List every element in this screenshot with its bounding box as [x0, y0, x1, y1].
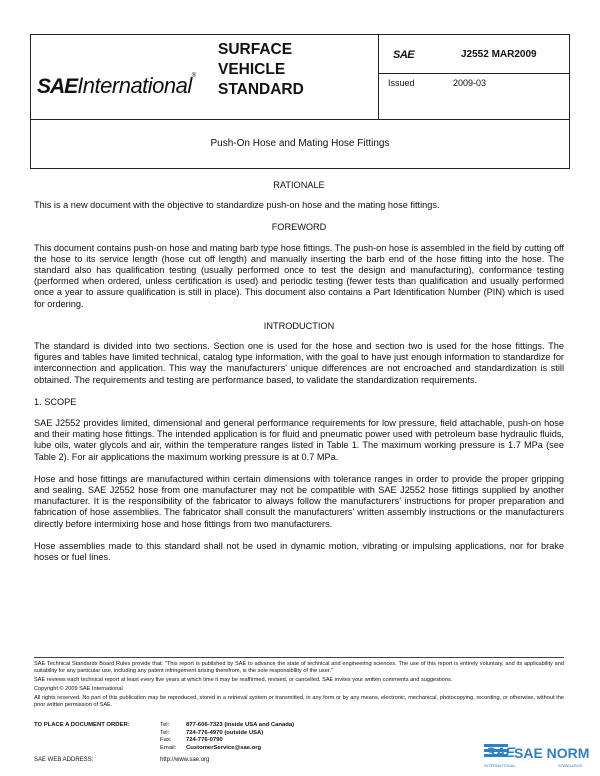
foreword-text: This document contains push-on hose and mating barb type hose fittings. The push-on hose is assembled in the field by cutting off the hose to its service length (hose cut off length) and manually inserting the barb end of the hose fitting into the hose. The standard also has qualification testing (usually performed once to test the design and manufacturing), conformance testing (performed when ordered, unless certification is used) and periodic testing (fewer tests than qualification and usually performed once a year to assure qualification is still in place). This document also contains a Part Identification Number (PIN) which is used for ordering. [34, 242, 564, 309]
sae-mini-logo: SAE [393, 49, 415, 61]
doc-type-line: STANDARD [218, 81, 304, 98]
contact-key: Fax: [160, 737, 172, 744]
issued-label: Issued [388, 78, 415, 88]
footer-rule [34, 657, 564, 658]
footer-notice [34, 661, 564, 712]
header-divider-horizontal [378, 73, 569, 74]
introduction-text: The standard is divided into two sections. Section one is used for the hose and section two is used for the hose fittings. The figures and tables have limited technical, catalog type information, with the goal to have just enough information to standardize for interconnection and application. This way the manufacturers' unique differences are not encroached and standardization is still obtained. The requirements and testing are performance based, to validate the standardization requirements. [34, 341, 564, 385]
foreword-heading: FOREWORD [271, 222, 327, 233]
document-header [30, 34, 570, 120]
contact-key: Email: [160, 744, 177, 751]
contact-key: Tel: [160, 722, 170, 728]
order-label: TO PLACE A DOCUMENT ORDER: [34, 722, 130, 728]
sae-norm-logo [482, 740, 594, 770]
footer-rules-text: SAE Technical Standards Board Rules provide that: "This report is published by SAE to advance the state of technical and engineering sciences. The use of this report is entirely voluntary, and its applicability and suitability for any particular use, including any patent infringement arising therefrom, is the sole responsibility of the user." [34, 661, 564, 675]
contact-fax: 724-776-0790 [186, 737, 223, 744]
scope-paragraph-2: Hose and hose fittings are manufactured within certain dimensions with tolerance ranges in order to provide the proper gripping and sealing. SAE J2552 hose from one manufacturer may not be compatible with SAE J2552 hose fittings supplied by another manufacturer. It is the responsibility of the fabricator to always follow the manufacturers' instructions for proper preparation and fabrication of hose assemblies. The fabricator shall consult the manufacturers' written assembly instructions or the manufacturers directly before intermixing hose and hose fittings from two manufacturers. [34, 473, 564, 529]
document-title-box [30, 119, 570, 169]
logo-trademark: ® [191, 73, 197, 79]
document-number: J2552 MAR2009 [461, 49, 537, 60]
rationale-heading: RATIONALE [273, 180, 325, 190]
scope-paragraph-1: SAE J2552 provides limited, dimensional and general performance requirements for low pressure, field attachable, push-on hose and their mating hose fittings. The intended application is for fluid and pneumatic power used with petroleum base hydraulic fluids, lube oils, water glycols and air, within the temperature ranges listed in Table 1. The maximum working pressure is 1.7 MPa (see Table 2). For air applications the maximum working pressure is at 0.7 MPa. [34, 418, 564, 462]
norm-logo-text: SAE NORM [514, 745, 590, 761]
header-divider-vertical [378, 35, 379, 119]
introduction-heading: INTRODUCTION [263, 320, 335, 331]
logo-brand: SAE [37, 75, 78, 98]
doc-type-line: SURFACE [218, 41, 293, 58]
contact-email[interactable]: CustomerService@sae.org [186, 744, 262, 751]
norm-sub-left: INTERNATIONAL [484, 763, 516, 768]
footer-rights-text: All rights reserved. No part of this publication may be reproduced, stored in a retrieval system or transmitted, in any form or by any means, electronic, mechanical, photocopying, recording, or otherwise, without the prior written permission of SAE. [34, 695, 564, 709]
document-title: Push-On Hose and Mating Hose Fittings [210, 138, 390, 149]
web-address-label: SAE WEB ADDRESS: [34, 757, 94, 763]
contact-phone-domestic[interactable]: 877-606-7323 (inside USA and Canada) [186, 722, 295, 728]
document-type [218, 40, 304, 100]
contact-key: Tel: [160, 729, 170, 736]
footer-copyright: Copyright © 2009 SAE International [34, 686, 123, 693]
web-address-link[interactable]: http://www.sae.org [160, 757, 210, 763]
rationale-text: This is a new document with the objective to standardize push-on hose and the mating hose fittings. [34, 200, 440, 211]
sae-norm-mark-icon [484, 744, 515, 760]
scope-heading: 1. SCOPE [34, 396, 77, 407]
footer-review-text: SAE reviews each technical report at least every five years at which time it may be reaffirmed, revised, or cancelled. SAE invites your written comments and suggestions. [34, 677, 453, 684]
logo-text: International [77, 73, 192, 98]
sae-international-logo [37, 73, 196, 99]
issued-date: 2009-03 [453, 78, 487, 88]
norm-sub-right: STANDARDS [558, 763, 583, 768]
scope-paragraph-3: Hose assemblies made to this standard shall not be used in dynamic motion, vibrating or impulsing applications, nor for brake hoses or fuel lines. [34, 540, 564, 563]
contact-phone-international[interactable]: 724-776-4970 (outside USA) [186, 729, 264, 736]
document-body [34, 180, 564, 574]
norm-mark-text: SAE [486, 744, 515, 760]
doc-type-line: VEHICLE [218, 61, 286, 78]
